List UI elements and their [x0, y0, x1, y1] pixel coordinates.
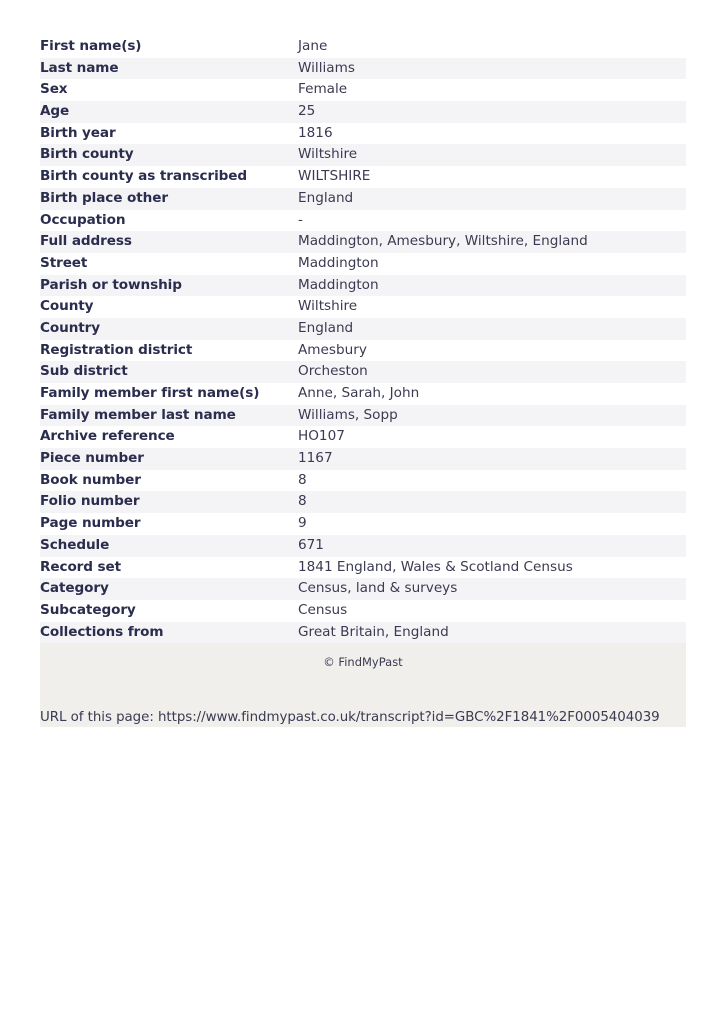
field-value: 25 — [298, 103, 316, 120]
field-label: County — [40, 298, 94, 315]
record-row — [40, 405, 686, 427]
field-value: Orcheston — [298, 363, 368, 380]
field-value: 1167 — [298, 450, 333, 467]
field-label: Book number — [40, 471, 141, 488]
field-value: Williams, Sopp — [298, 406, 398, 423]
record-row — [40, 36, 686, 58]
record-row — [40, 318, 686, 340]
field-label: Schedule — [40, 536, 110, 553]
field-value: England — [298, 189, 354, 206]
record-row — [40, 296, 686, 318]
record-row — [40, 383, 686, 405]
field-label: First name(s) — [40, 38, 142, 54]
record-row — [40, 361, 686, 383]
record-row — [40, 79, 686, 101]
record-row — [40, 535, 686, 557]
record-table — [40, 36, 686, 643]
field-label: Birth county — [40, 146, 134, 163]
record-row — [40, 166, 686, 188]
record-row — [40, 231, 686, 253]
field-label: Occupation — [40, 211, 126, 228]
field-label: Birth county as transcribed — [40, 168, 248, 185]
field-value: Female — [298, 81, 348, 98]
field-label: Family member last name — [40, 406, 236, 423]
field-label: Street — [40, 254, 88, 271]
field-value: England — [298, 319, 354, 336]
record-row — [40, 600, 686, 622]
field-value: Maddington, Amesbury, Wiltshire, England — [298, 233, 588, 250]
field-value: 9 — [298, 515, 307, 532]
record-row — [40, 340, 686, 362]
field-value: Anne, Sarah, John — [298, 385, 420, 401]
field-label: Full address — [40, 233, 132, 250]
field-label: Archive reference — [40, 428, 175, 445]
copyright-notice: © FindMyPast — [323, 655, 403, 670]
record-row — [40, 101, 686, 123]
field-label: Folio number — [40, 493, 140, 510]
field-label: Country — [40, 319, 101, 336]
field-value: - — [298, 211, 303, 228]
page-footer — [40, 643, 686, 727]
field-label: Record set — [40, 558, 122, 575]
field-label: Sub district — [40, 363, 128, 380]
field-label: Collections from — [40, 623, 164, 640]
field-value: Amesbury — [298, 341, 367, 358]
field-label: Subcategory — [40, 601, 136, 618]
field-value: Wiltshire — [298, 298, 358, 315]
record-row — [40, 622, 686, 644]
record-row — [40, 448, 686, 470]
field-label: Family member first name(s) — [40, 385, 260, 401]
record-row — [40, 557, 686, 579]
field-label: Registration district — [40, 341, 193, 358]
field-label: Last name — [40, 59, 119, 76]
field-value: 8 — [298, 471, 307, 488]
record-row — [40, 275, 686, 297]
record-row — [40, 253, 686, 275]
field-label: Piece number — [40, 450, 144, 467]
field-value: 1816 — [298, 124, 333, 141]
field-label: Birth year — [40, 124, 116, 141]
record-row — [40, 426, 686, 448]
record-row — [40, 210, 686, 232]
field-value: Maddington — [298, 276, 379, 293]
transcript-sheet — [40, 36, 686, 727]
field-label: Parish or township — [40, 276, 182, 293]
field-label: Age — [40, 103, 70, 120]
record-row — [40, 470, 686, 492]
field-value: WILTSHIRE — [298, 168, 371, 185]
field-value: Williams — [298, 59, 355, 76]
field-label: Sex — [40, 81, 68, 98]
field-value: Census, land & surveys — [298, 580, 458, 597]
record-row — [40, 578, 686, 600]
field-label: Page number — [40, 515, 141, 532]
field-value: 8 — [298, 493, 307, 510]
record-row — [40, 144, 686, 166]
field-value: Wiltshire — [298, 146, 358, 163]
field-value: Maddington — [298, 254, 379, 271]
field-value: Census — [298, 601, 348, 618]
field-value: 671 — [298, 536, 324, 553]
field-label: Birth place other — [40, 189, 168, 206]
field-value: HO107 — [298, 428, 345, 445]
record-row — [40, 58, 686, 80]
record-row — [40, 123, 686, 145]
field-label: Category — [40, 580, 109, 597]
field-value: Great Britain, England — [298, 623, 449, 640]
record-row — [40, 188, 686, 210]
record-row — [40, 491, 686, 513]
record-row — [40, 513, 686, 535]
page-url: URL of this page: https://www.findmypast.co.uk/transcript?id=GBC%2F1841%2F0005404039 — [40, 710, 660, 726]
field-value: Jane — [298, 38, 328, 54]
field-value: 1841 England, Wales & Scotland Census — [298, 558, 573, 575]
